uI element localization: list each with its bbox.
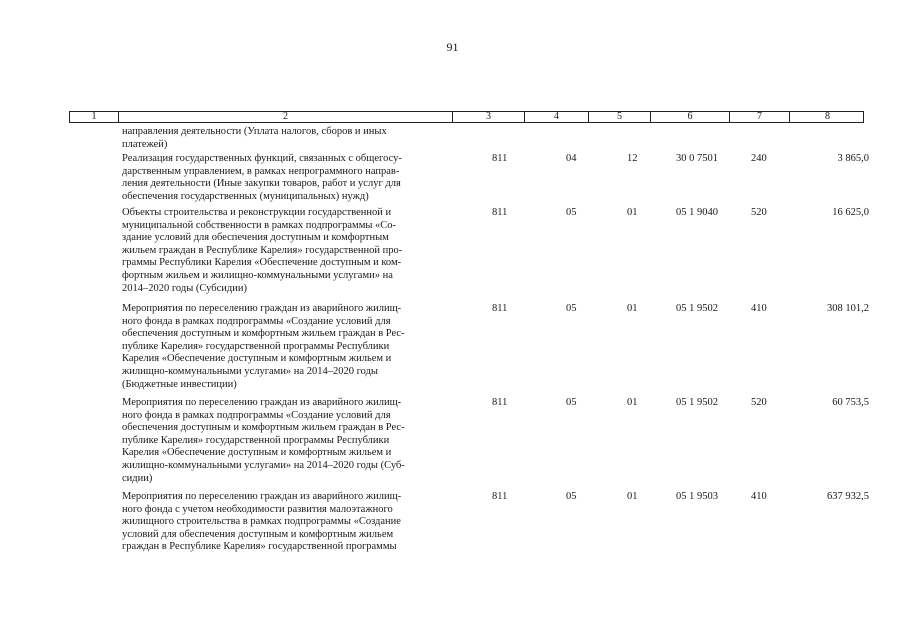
row-col-5: 12 [627, 153, 638, 164]
row-description: направления деятельности (Уплата налогов, сборов и иных платежей) [122, 126, 387, 150]
header-col-3: 3 [453, 112, 525, 122]
row-description: Мероприятия по переселению граждан из аварийного жилищ- ного фонда в рамках подпрограммы «Создание условий для обеспечения доступным и комфортным жильем граждан в Рес- публике Карелия» государственной программы Республики Карелия «Обеспечение доступным и комфортным жильем и жилищно-коммунальными услугами» на 2014–2020 годы (Суб- сидии) [122, 397, 405, 484]
header-col-6: 6 [651, 112, 730, 122]
header-col-5: 5 [589, 112, 651, 122]
row-col-6: 05 1 9502 [676, 397, 718, 408]
header-col-2: 2 [119, 112, 453, 122]
row-description: Объекты строительства и реконструкции государственной и муниципальной собственности в рамках подпрограммы «Со- здание условий для обеспечения доступным и комфортным жильем граждан в Республике Карелия» государственной про- граммы Республики Карелия «Обеспечение доступным и ком- фортным жильем и жилищно-коммунальными услугами» на 2014–2020 годы (Субсидии) [122, 207, 403, 294]
row-col-3: 811 [492, 303, 508, 314]
row-col-5: 01 [627, 397, 638, 408]
row-col-7: 520 [751, 397, 767, 408]
row-col-4: 05 [566, 207, 577, 218]
row-col-3: 811 [492, 491, 508, 502]
header-col-1: 1 [70, 112, 119, 122]
row-col-8: 308 101,2 [827, 303, 869, 314]
row-col-3: 811 [492, 207, 508, 218]
row-col-5: 01 [627, 491, 638, 502]
row-col-4: 05 [566, 397, 577, 408]
row-col-6: 05 1 9040 [676, 207, 718, 218]
row-description: Мероприятия по переселению граждан из аварийного жилищ- ного фонда в рамках подпрограммы «Создание условий для обеспечения доступным и комфортным жильем граждан в Рес- публике Карелия» государственной программы Республики Карелия «Обеспечение доступным и комфортным жильем и жилищно-коммунальными услугами» на 2014–2020 годы (Бюджетные инвестиции) [122, 303, 405, 390]
row-description: Реализация государственных функций, связанных с общегосу- дарственным управлением, в рамках непрограммного направ- ления деятельности (Иные закупки товаров, работ и услуг для обеспечения государственных (муниципальных) нужд) [122, 153, 402, 202]
row-col-8: 3 865,0 [837, 153, 869, 164]
row-col-5: 01 [627, 303, 638, 314]
row-col-7: 240 [751, 153, 767, 164]
header-col-4: 4 [525, 112, 589, 122]
row-col-6: 30 0 7501 [676, 153, 718, 164]
row-col-7: 410 [751, 303, 767, 314]
row-col-6: 05 1 9502 [676, 303, 718, 314]
row-col-3: 811 [492, 397, 508, 408]
row-col-8: 16 625,0 [832, 207, 869, 218]
row-col-8: 60 753,5 [832, 397, 869, 408]
header-col-7: 7 [730, 112, 790, 122]
row-col-6: 05 1 9503 [676, 491, 718, 502]
row-col-3: 811 [492, 153, 508, 164]
row-col-4: 04 [566, 153, 577, 164]
row-col-4: 05 [566, 303, 577, 314]
row-col-5: 01 [627, 207, 638, 218]
table-header [69, 111, 864, 123]
row-col-4: 05 [566, 491, 577, 502]
row-col-7: 520 [751, 207, 767, 218]
row-col-8: 637 932,5 [827, 491, 869, 502]
page-number: 91 [446, 40, 459, 54]
header-col-8: 8 [825, 111, 830, 122]
row-col-7: 410 [751, 491, 767, 502]
row-description: Мероприятия по переселению граждан из аварийного жилищ- ного фонда с учетом необходимости развития малоэтажного жилищного строительства в рамках подпрограммы «Создание условий для обеспечения доступным и комфортным жильем граждан в Республике Карелия» государственной программы [122, 491, 402, 553]
